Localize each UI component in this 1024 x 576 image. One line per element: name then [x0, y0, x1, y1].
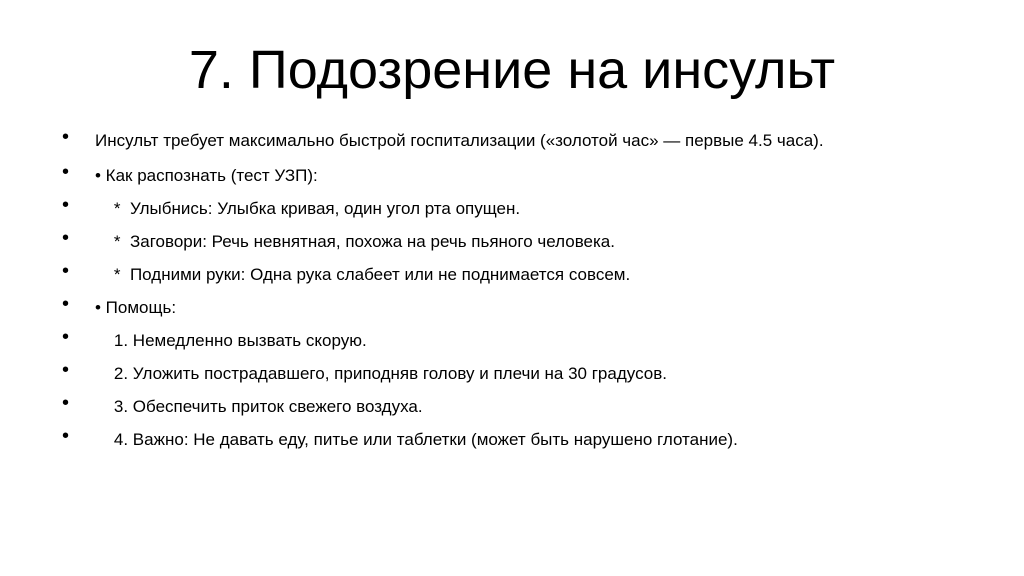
list-item — [62, 227, 962, 251]
list-item-text: 4. Важно: Не давать еду, питье или таблетки (может быть нарушено глотание). — [95, 430, 738, 449]
list-item — [62, 293, 962, 317]
bullet-icon: • — [62, 126, 70, 148]
bullet-icon: • — [62, 227, 70, 249]
list-item-text: * Улыбнись: Улыбка кривая, один угол рта опущен. — [95, 199, 521, 218]
bullet-icon: • — [62, 293, 70, 315]
bullet-icon: • — [62, 194, 70, 216]
bullet-icon: • — [62, 260, 70, 282]
list-item — [62, 359, 962, 383]
bullet-icon: • — [62, 425, 70, 447]
list-item — [62, 126, 962, 150]
list-item-text: • Как распознать (тест УЗП): — [95, 166, 318, 185]
list-item-text: * Подними руки: Одна рука слабеет или не поднимается совсем. — [95, 265, 631, 284]
bullet-list — [62, 126, 962, 464]
bullet-icon: • — [62, 161, 70, 183]
list-item-text: 1. Немедленно вызвать скорую. — [95, 331, 367, 350]
list-item-text: Инсульт требует максимально быстрой госпитализации («золотой час» — первые 4.5 часа). — [95, 131, 824, 150]
bullet-icon: • — [62, 326, 70, 348]
slide-title: 7. Подозрение на инсульт — [188, 40, 836, 100]
bullet-icon: • — [62, 392, 70, 414]
list-item — [62, 161, 962, 185]
list-item-text: • Помощь: — [95, 298, 177, 317]
list-item — [62, 194, 962, 218]
list-item — [62, 392, 962, 416]
list-item-text: 2. Уложить пострадавшего, приподняв голову и плечи на 30 градусов. — [95, 364, 667, 383]
list-item-text: * Заговори: Речь невнятная, похожа на речь пьяного человека. — [95, 232, 615, 251]
list-item — [62, 260, 962, 284]
list-item-text: 3. Обеспечить приток свежего воздуха. — [95, 397, 423, 416]
bullet-icon: • — [62, 359, 70, 381]
list-item — [62, 326, 962, 350]
list-item — [62, 425, 962, 449]
